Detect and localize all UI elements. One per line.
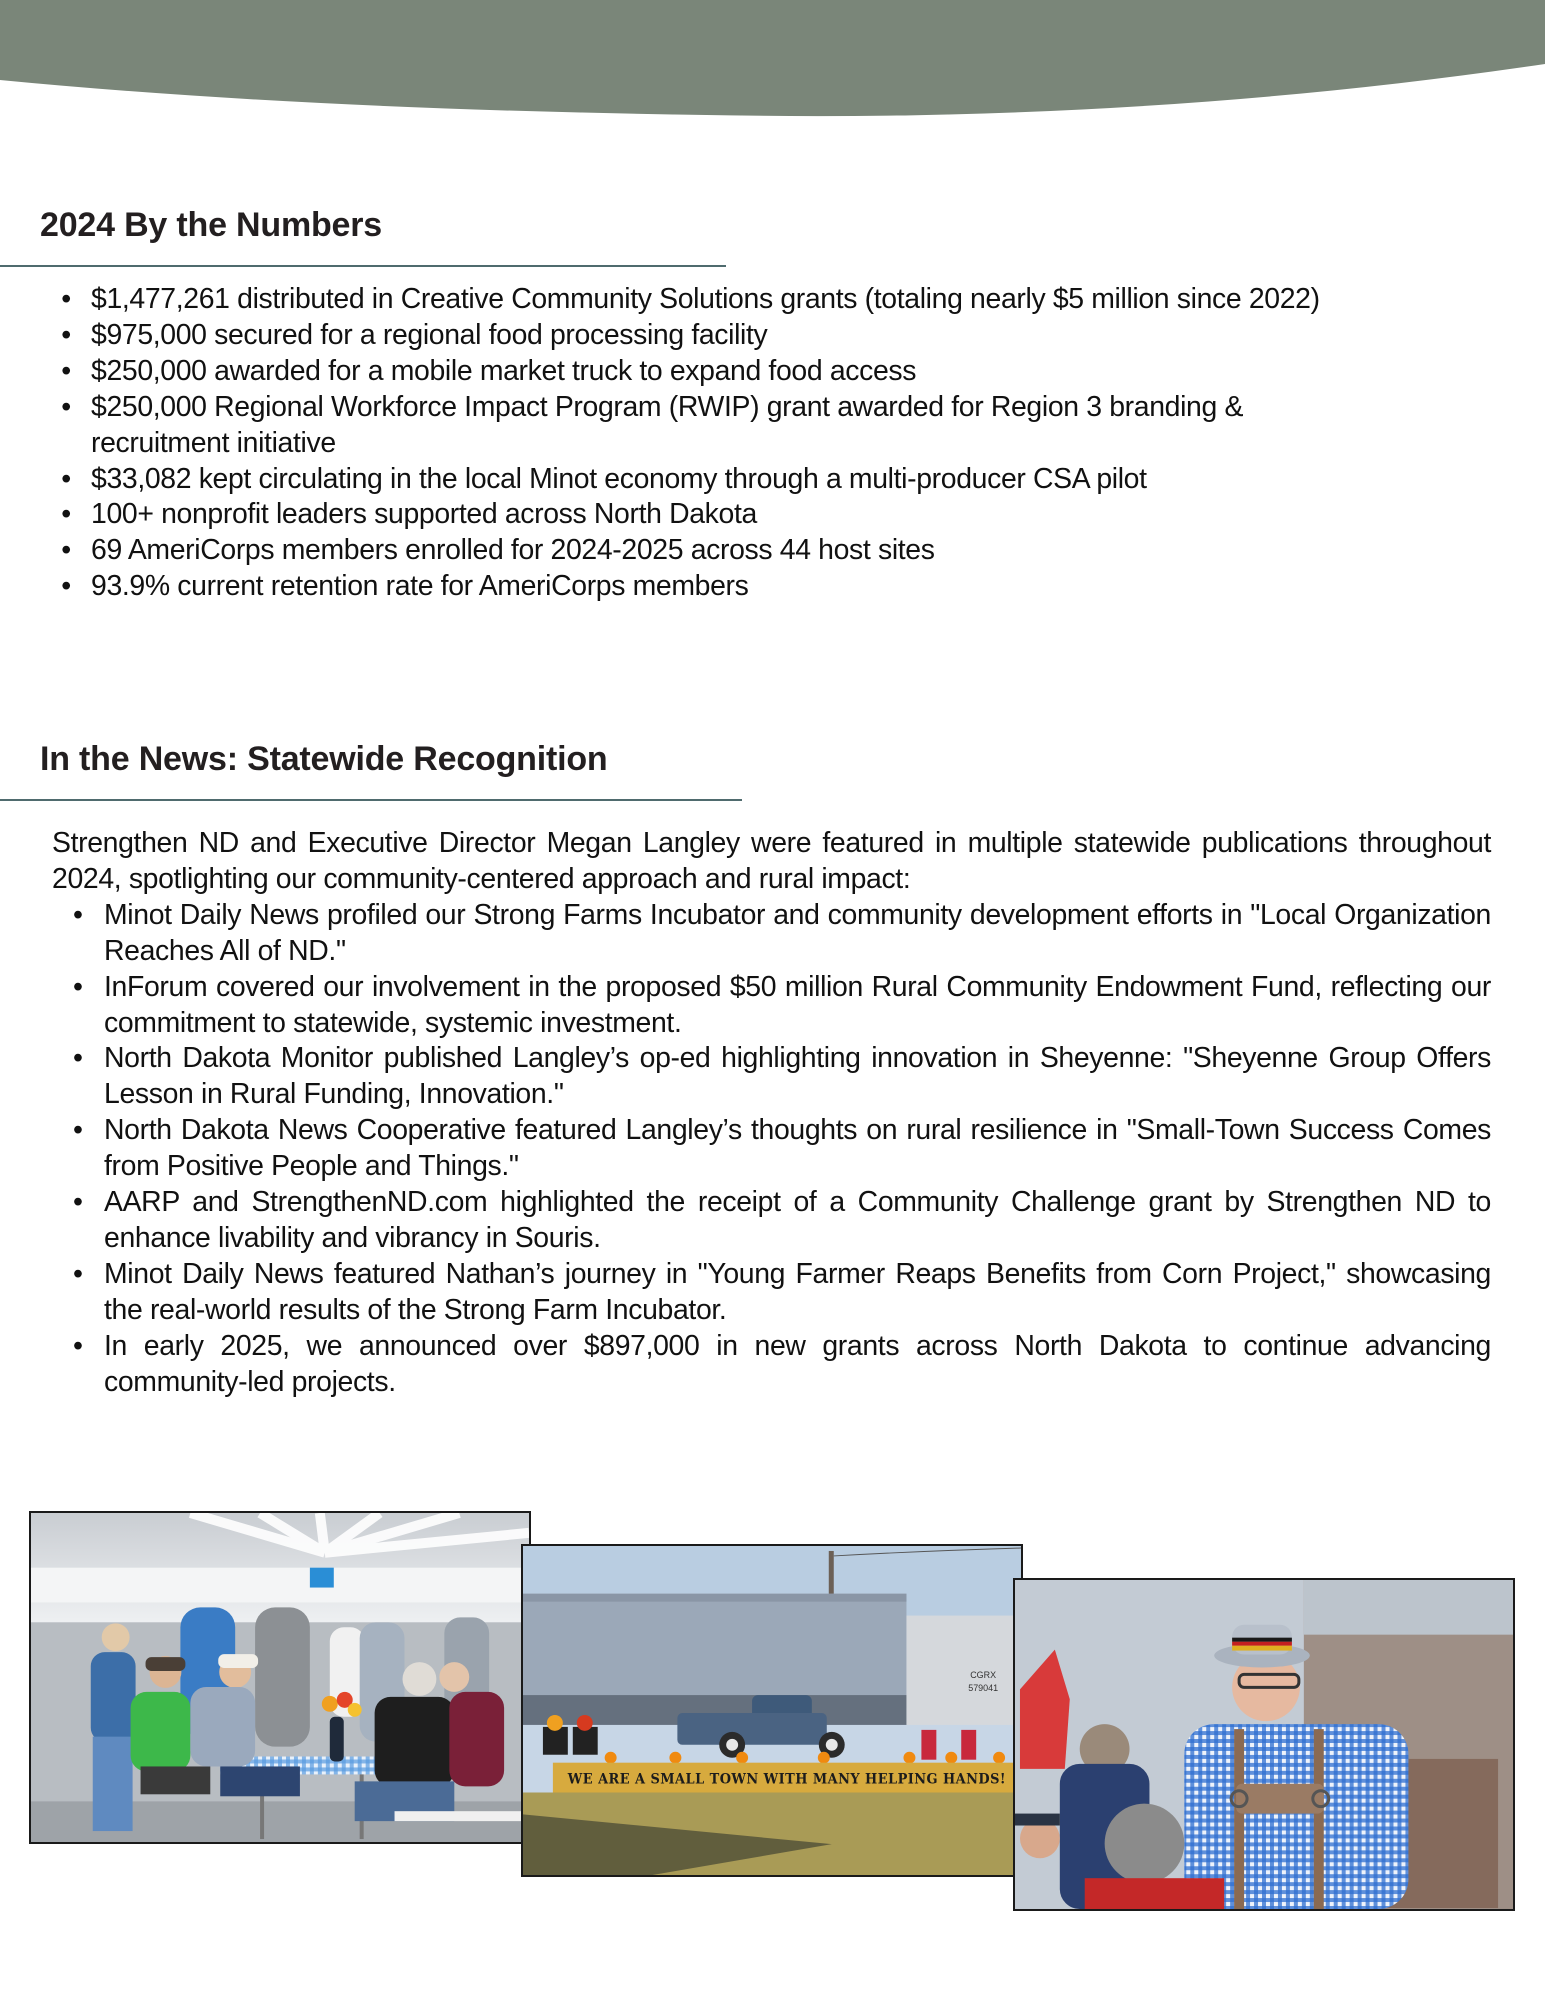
bullet-icon: • [61,390,71,423]
railcar-number: 579041 [968,1683,999,1694]
news-item [73,1185,1491,1257]
stat-item [61,318,1511,354]
numbers-heading: 2024 By the Numbers [40,206,383,244]
news-body [52,826,1491,1401]
stat-item [61,390,1381,462]
stat-text: 69 AmeriCorps members enrolled for 2024-2025 across 44 host sites [91,534,935,567]
sign-text: WE ARE A SMALL TOWN WITH MANY HELPING HANDS! [566,1771,1007,1788]
bullet-icon: • [73,1186,83,1219]
bullet-icon: • [61,534,71,567]
stat-text: $250,000 Regional Workforce Impact Program (RWIP) grant awarded for Region 3 branding & recruitment initiative [91,390,1244,459]
bullet-icon: • [61,318,71,351]
man-in-hat-image [1015,1580,1513,1909]
numbers-divider [0,265,726,267]
stat-text: $250,000 awarded for a mobile market truck to expand food access [91,354,917,387]
stat-text: $33,082 kept circulating in the local Minot economy through a multi-producer CSA pilot [91,462,1147,495]
stat-item [61,462,1511,498]
festival-table-image [31,1513,529,1842]
railcar-text: CGRX [970,1670,997,1681]
bullet-icon: • [61,570,71,603]
news-text: In early 2025, we announced over $897,000 in new grants across North Dakota to continue advancing community-led projects. [104,1329,1491,1398]
bullet-icon: • [61,498,71,531]
stat-text: 100+ nonprofit leaders supported across North Dakota [91,498,757,531]
news-item [73,970,1491,1042]
news-item [73,1329,1491,1401]
bullet-icon: • [73,970,83,1003]
bullet-icon: • [73,1042,83,1075]
news-text: AARP and StrengthenND.com highlighted the receipt of a Community Challenge grant by Strengthen ND to enhance livability and vibrancy in Souris. [104,1186,1491,1254]
bullet-icon: • [61,354,71,387]
news-text: InForum covered our involvement in the proposed $50 million Rural Community Endowment Fund, reflecting our commitment to statewide, systemic investment. [104,970,1491,1039]
news-item [73,1041,1491,1113]
bullet-icon: • [73,898,83,931]
photo-small-town-sign [521,1544,1023,1877]
header-band [0,0,1545,130]
news-text: North Dakota News Cooperative featured Langley’s thoughts on rural resilience in "Small-Town Success Comes from Positive People and Things." [104,1114,1491,1183]
news-divider [0,799,742,801]
bullet-icon: • [61,283,71,315]
bullet-icon: • [73,1329,83,1362]
news-text: Minot Daily News featured Nathan’s journey in "Young Farmer Reaps Benefits from Corn Project," showcasing the real-world results of the Strong Farm Incubator. [104,1257,1491,1326]
small-town-sign-image [523,1546,1021,1875]
photo-festival-table [29,1511,531,1844]
stat-item [61,282,1511,318]
stat-text: $975,000 secured for a regional food processing facility [91,318,768,351]
numbers-list [61,282,1511,605]
photo-man-in-hat [1013,1578,1515,1911]
news-item [73,1257,1491,1329]
news-heading: In the News: Statewide Recognition [40,740,608,778]
bullet-icon: • [61,462,71,495]
stat-item [61,533,1511,569]
stat-item [61,569,1511,605]
news-text: Minot Daily News profiled our Strong Farms Incubator and community development efforts in "Local Organization Reaches All of ND." [104,898,1491,967]
stat-item [61,354,1511,390]
news-text: North Dakota Monitor published Langley’s op-ed highlighting innovation in Sheyenne: "Sheyenne Group Offers Lesson in Rural Funding, Innovation." [104,1042,1491,1111]
news-item [73,898,1491,970]
header-arc [0,0,1545,116]
bullet-icon: • [73,1114,83,1147]
bullet-icon: • [73,1257,83,1290]
news-item [73,1113,1491,1185]
stat-text: 93.9% current retention rate for AmeriCorps members [91,570,749,603]
news-intro: Strengthen ND and Executive Director Megan Langley were featured in multiple statewide publications throughout 2024, spotlighting our community-centered approach and rural impact: [52,827,1491,895]
stat-text: $1,477,261 distributed in Creative Community Solutions grants (totaling nearly $5 million since 2022) [91,283,1320,315]
news-list [52,898,1491,1401]
stat-item [61,497,1511,533]
